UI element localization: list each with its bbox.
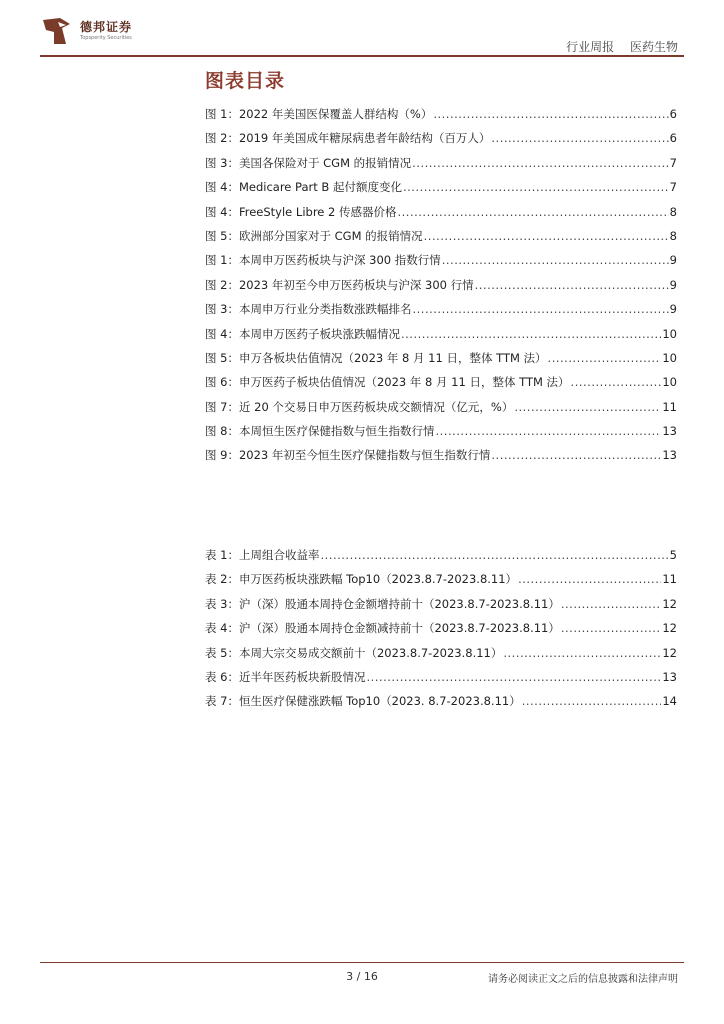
- toc-entry-page: 13: [662, 669, 677, 684]
- page-number: 3 / 16: [346, 970, 378, 983]
- toc-entry-label: 表 3：沪（深）股通本周持仓金额增持前十（2023.8.7-2023.8.11）: [205, 596, 560, 611]
- toc-entry[interactable]: [205, 547, 677, 571]
- toc-leader-dots: [401, 327, 661, 341]
- toc-entry[interactable]: [205, 179, 677, 203]
- toc-leader-dots: [475, 278, 669, 292]
- toc-entry-page: 8: [669, 228, 677, 243]
- toc-leader-dots: [561, 621, 662, 635]
- toc-leader-dots: [435, 424, 661, 438]
- toc-entry[interactable]: [205, 645, 677, 669]
- toc-leader-dots: [433, 107, 668, 121]
- toc-title: 图表目录: [205, 70, 286, 92]
- toc-entry-page: 11: [662, 399, 677, 414]
- toc-entry[interactable]: [205, 106, 677, 130]
- toc-leader-dots: [491, 448, 661, 462]
- toc-entry-page: 9: [669, 302, 677, 317]
- toc-entry-page: 9: [669, 253, 677, 268]
- toc-entry-page: 5: [669, 548, 677, 562]
- toc-entry-page: 6: [669, 131, 677, 146]
- toc-entry-label: 图 2：2019 年美国成年糖尿病患者年龄结构（百万人）: [205, 131, 491, 146]
- toc-leader-dots: [320, 548, 668, 562]
- toc-entry-label: 图 9：2023 年初至今恒生医疗保健指数与恒生指数行情: [205, 448, 491, 463]
- toc-leader-dots: [366, 670, 661, 684]
- toc-entry-label: 图 4：本周申万医药子板块涨跌幅情况: [205, 326, 400, 341]
- toc-leader-dots: [548, 351, 662, 365]
- toc-entry-page: 14: [662, 694, 677, 709]
- toc-entry-page: 12: [662, 621, 677, 636]
- toc-entry-label: 表 4：沪（深）股通本周持仓金额减持前十（2023.8.7-2023.8.11）: [205, 621, 560, 636]
- toc-entry-label: 图 6：申万医药子板块估值情况（2023 年 8 月 11 日，整体 TTM 法）: [205, 375, 570, 390]
- toc-entry[interactable]: [205, 596, 677, 620]
- toc-entry-page: 12: [662, 645, 677, 660]
- toc-leader-dots: [514, 400, 661, 414]
- toc-entry-label: 表 7：恒生医疗保健涨跌幅 Top10（2023. 8.7-2023.8.11）: [205, 694, 521, 709]
- toc-entry-label: 图 5：申万各板块估值情况（2023 年 8 月 11 日，整体 TTM 法）: [205, 350, 547, 365]
- toc-entry-label: 图 7：近 20 个交易日申万医药板块成交额情况（亿元，%）: [205, 399, 514, 414]
- toc-entry[interactable]: [205, 277, 677, 301]
- report-sector: 医药生物: [629, 40, 678, 54]
- logo-chinese-text: 德邦证券: [80, 20, 133, 34]
- toc-entry[interactable]: [205, 447, 677, 471]
- toc-entry-label: 图 4：FreeStyle Libre 2 传感器价格: [205, 204, 397, 219]
- toc-entry-page: 12: [662, 596, 677, 611]
- toc-entry[interactable]: [205, 399, 677, 423]
- toc-entry-label: 图 3：美国各保险对于 CGM 的报销情况: [205, 155, 412, 170]
- toc-entry[interactable]: [205, 620, 677, 644]
- header-divider: [40, 55, 684, 57]
- toc-entry-label: 图 1：本周申万医药板块与沪深 300 指数行情: [205, 253, 441, 268]
- toc-entry-page: 11: [662, 572, 677, 587]
- legal-disclaimer: 请务必阅读正文之后的信息披露和法律声明: [488, 974, 678, 985]
- toc-entry-label: 图 2：2023 年初至今申万医药板块与沪深 300 行情: [205, 277, 474, 292]
- toc-entry[interactable]: [205, 571, 677, 595]
- toc-leader-dots: [412, 156, 669, 170]
- toc-entry[interactable]: [205, 423, 677, 447]
- figure-list: [205, 106, 677, 472]
- toc-entry[interactable]: [205, 350, 677, 374]
- toc-entry-label: 图 4：Medicare Part B 起付额度变化: [205, 180, 402, 195]
- report-category: 行业周报: [566, 40, 615, 54]
- toc-leader-dots: [412, 302, 668, 316]
- table-list: [205, 547, 677, 718]
- toc-leader-dots: [522, 694, 662, 708]
- toc-leader-dots: [424, 229, 669, 243]
- toc-entry-label: 表 1：上周组合收益率: [205, 548, 320, 562]
- toc-entry[interactable]: [205, 301, 677, 325]
- logo-mark-icon: [40, 14, 74, 48]
- toc-leader-dots: [398, 205, 669, 219]
- toc-entry-page: 13: [662, 448, 677, 463]
- toc-entry[interactable]: [205, 228, 677, 252]
- logo-english-text: Topsperity Securities: [80, 35, 132, 41]
- toc-entry-label: 表 6：近半年医药板块新股情况: [205, 669, 366, 684]
- toc-entry-label: 图 3：本周申万行业分类指数涨跌幅排名: [205, 302, 412, 317]
- toc-leader-dots: [561, 597, 662, 611]
- toc-entry-label: 图 5：欧洲部分国家对于 CGM 的报销情况: [205, 228, 423, 243]
- toc-leader-dots: [518, 572, 661, 586]
- toc-entry-page: 13: [662, 424, 677, 439]
- toc-leader-dots: [491, 131, 668, 145]
- toc-leader-dots: [403, 180, 669, 194]
- toc-entry-page: 8: [669, 204, 677, 219]
- toc-leader-dots: [571, 375, 662, 389]
- toc-entry[interactable]: [205, 155, 677, 179]
- toc-entry-label: 图 8：本周恒生医疗保健指数与恒生指数行情: [205, 424, 435, 439]
- toc-entry[interactable]: [205, 693, 677, 717]
- toc-leader-dots: [503, 646, 661, 660]
- toc-entry[interactable]: [205, 326, 677, 350]
- toc-entry-page: 7: [669, 155, 677, 170]
- toc-entry[interactable]: [205, 669, 677, 693]
- toc-entry-page: 7: [669, 180, 677, 195]
- footer-divider: [40, 962, 684, 963]
- company-logo: [40, 14, 160, 50]
- toc-entry[interactable]: [205, 252, 677, 276]
- toc-entry-label: 图 1：2022 年美国医保覆盖人群结构（%）: [205, 107, 433, 121]
- report-header-tags: [566, 38, 678, 55]
- toc-entry-label: 表 5：本周大宗交易成交额前十（2023.8.7-2023.8.11）: [205, 645, 503, 660]
- toc-entry[interactable]: [205, 374, 677, 398]
- toc-entry-page: 10: [662, 350, 677, 365]
- toc-entry-label: 表 2：申万医药板块涨跌幅 Top10（2023.8.7-2023.8.11）: [205, 572, 518, 587]
- toc-entry-page: 10: [662, 375, 677, 390]
- toc-entry-page: 9: [669, 277, 677, 292]
- toc-entry-page: 6: [669, 107, 677, 121]
- toc-leader-dots: [442, 253, 669, 267]
- toc-entry[interactable]: [205, 130, 677, 154]
- toc-entry[interactable]: [205, 204, 677, 228]
- toc-entry-page: 10: [662, 326, 677, 341]
